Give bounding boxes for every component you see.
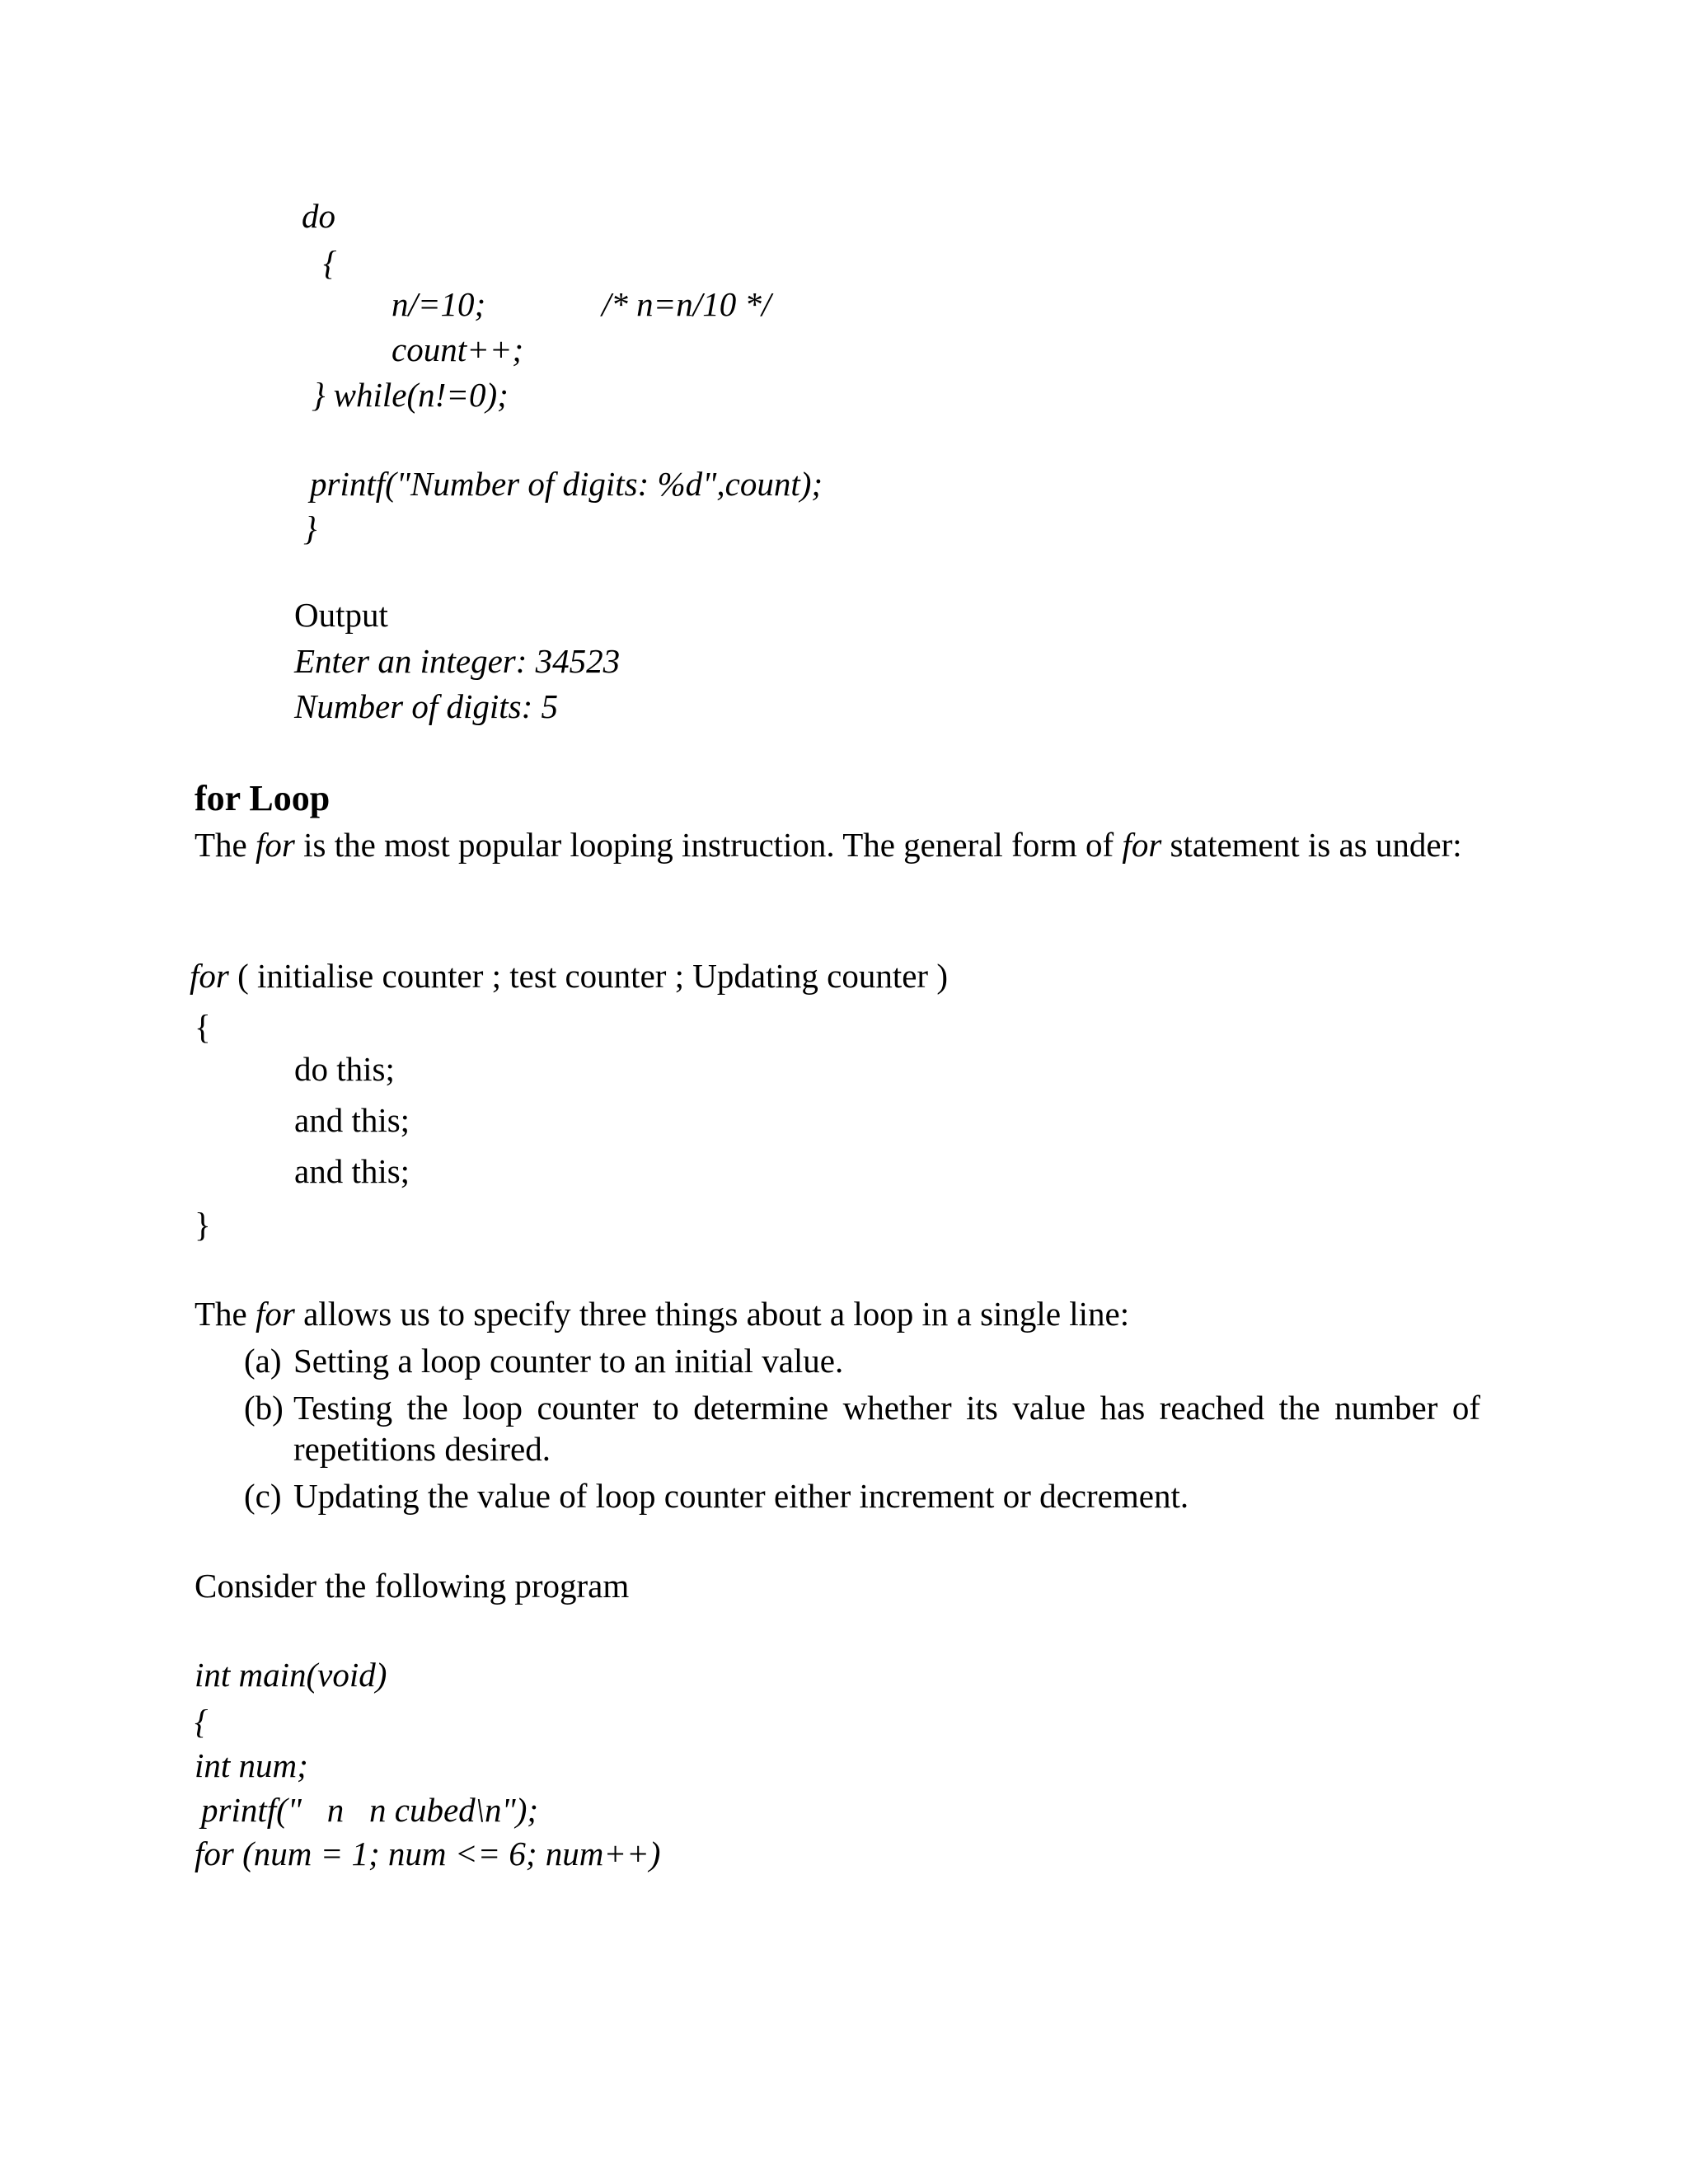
code-comment: /* n=n/10 */ bbox=[602, 285, 771, 323]
syntax-body-line: and this; bbox=[294, 1101, 410, 1139]
code-printf-header: printf(" n n cubed\n"); bbox=[201, 1791, 539, 1829]
list-item-text: Testing the loop counter to determine whether its value has reached the number of repetitions desired. bbox=[293, 1389, 1480, 1468]
list-item-label: (b) bbox=[244, 1389, 284, 1427]
allows-text-1: The bbox=[195, 1295, 256, 1333]
code-printf-line: printf("Number of digits: %d",count); bbox=[310, 465, 823, 503]
syntax-header-text: ( initialise counter ; test counter ; Updating counter ) bbox=[228, 957, 948, 995]
list-item bbox=[244, 1340, 1480, 1381]
syntax-body-line: do this; bbox=[294, 1050, 395, 1088]
list-item-text: Updating the value of loop counter either increment or decrement. bbox=[293, 1477, 1189, 1515]
code-do-keyword: do bbox=[302, 197, 335, 235]
output-label: Output bbox=[294, 596, 388, 634]
allows-sentence bbox=[195, 1294, 1129, 1333]
list-item bbox=[244, 1475, 1480, 1516]
list-item-label: (a) bbox=[244, 1342, 282, 1380]
intro-keyword-2: for bbox=[1122, 826, 1162, 864]
output-line-1: Enter an integer: 34523 bbox=[294, 642, 621, 680]
code-open-brace: { bbox=[323, 244, 337, 282]
code-close-brace: } bbox=[303, 509, 317, 547]
code-statement-1: n/=10; bbox=[392, 285, 486, 323]
section-heading: for Loop bbox=[195, 778, 331, 818]
code-while-line: } while(n!=0); bbox=[312, 376, 509, 414]
code-statement-2: count++; bbox=[392, 330, 524, 368]
syntax-header bbox=[190, 956, 948, 996]
consider-sentence: Consider the following program bbox=[195, 1567, 630, 1605]
intro-keyword-1: for bbox=[256, 826, 295, 864]
intro-text-2: is the most popular looping instruction. The general form of bbox=[294, 826, 1123, 864]
intro-paragraph bbox=[195, 824, 1480, 865]
output-line-2: Number of digits: 5 bbox=[294, 687, 559, 725]
list-item bbox=[244, 1387, 1480, 1469]
list-item-label: (c) bbox=[244, 1477, 282, 1515]
code-for-line: for (num = 1; num <= 6; num++) bbox=[195, 1835, 661, 1872]
allows-text-2: allows us to specify three things about a loop in a single line: bbox=[294, 1295, 1130, 1333]
allows-keyword: for bbox=[256, 1295, 295, 1333]
syntax-keyword: for bbox=[190, 957, 229, 995]
list-item-text: Setting a loop counter to an initial value. bbox=[293, 1342, 844, 1380]
syntax-close-brace: } bbox=[195, 1206, 211, 1244]
code-declaration: int num; bbox=[195, 1746, 308, 1784]
syntax-open-brace: { bbox=[195, 1008, 211, 1046]
intro-text-1: The bbox=[195, 826, 256, 864]
code-main-signature: int main(void) bbox=[195, 1656, 387, 1694]
code-open-brace: { bbox=[195, 1703, 209, 1741]
intro-text-3: statement is as under: bbox=[1161, 826, 1462, 864]
syntax-body-line: and this; bbox=[294, 1152, 410, 1190]
